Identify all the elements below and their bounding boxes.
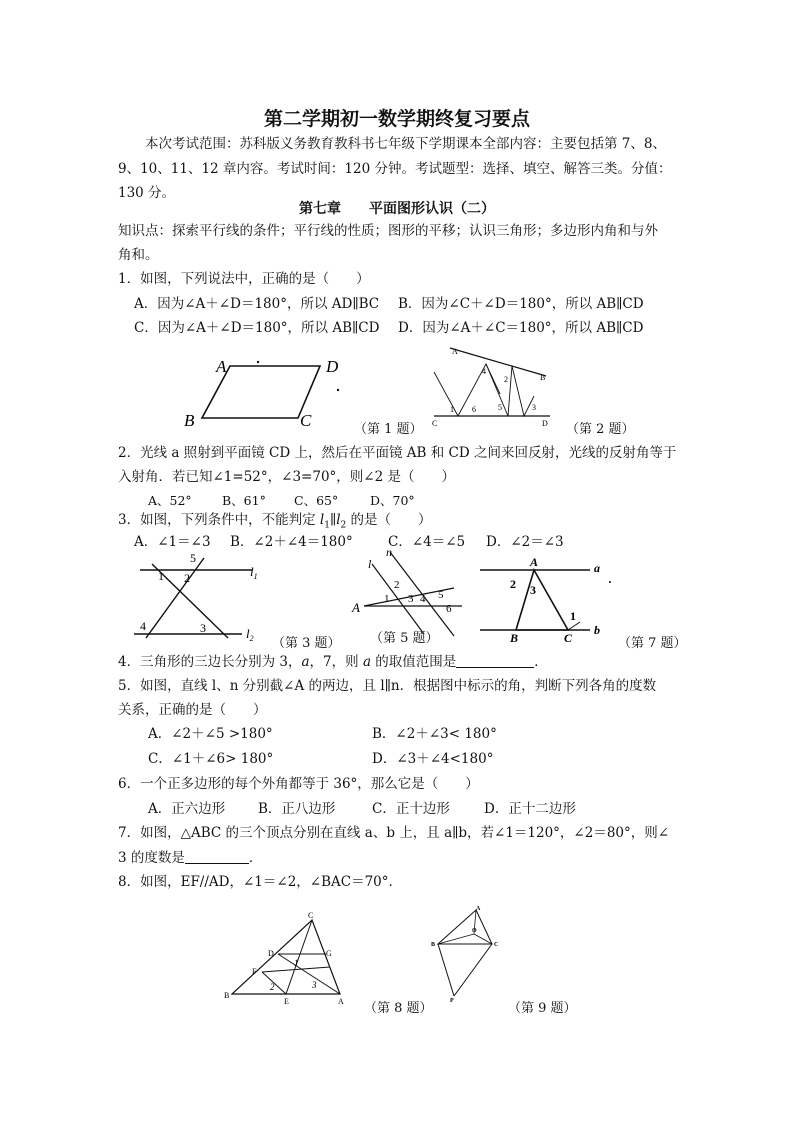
fig1-label-d: D [326,357,339,376]
fig5-label-n: n [386,545,392,559]
fig5-angle-6: 6 [446,603,452,615]
fig5-caption: （第 5 题） [370,631,439,646]
q1-stem: 1．如图，下列说法中，正确的是（ ） [118,271,370,287]
q4-end: ． [534,654,548,670]
q5-option-b: B．∠2＋∠3< 180° [372,726,497,742]
fig3-angle-5: 5 [190,551,196,565]
fig8-label-e: E [284,997,289,1006]
fig2-angle-4: 4 [482,367,486,376]
fig7-label-a-vertex: A [530,555,539,569]
segment-da [278,954,340,994]
q2-option-b: B、61° [222,493,266,508]
fig3-caption: （第 3 题） [272,636,341,651]
fig2-caption: （第 2 题） [566,422,635,437]
fig8-label-a: A [338,997,344,1006]
q4-stem [118,650,548,674]
q1-option-a: A．因为∠A＋∠D＝180°，所以 AD∥BC [134,296,380,312]
q4-mid: ，7，则 [309,654,363,670]
fig3-angle-4: 4 [140,619,146,633]
fig2-angle-2: 2 [504,375,508,384]
fig7-angle-3: 3 [530,583,536,597]
q3-parallel: ∥ [329,512,337,528]
fig5-angle-5: 5 [438,589,444,601]
q3-l2: l [336,512,341,528]
intro-line-2: 9、10、11、12 章内容。考试时间：120 分钟。考试题型：选择、填空、解答三类。分值： [118,161,672,177]
fig1-label-b: B [184,411,195,430]
q4-pre: 4．三角形的三边长分别为 3， [118,654,302,670]
fig8-label-c: C [308,911,314,920]
fig2-label-a: A [452,347,458,356]
dot-mark [609,581,611,583]
fig7-angle-2: 2 [510,577,516,591]
fig3-angle-3: 3 [200,621,206,635]
fig9-label-p: P [450,998,454,1004]
fig7-label-line-a: a [594,561,600,575]
q7-line-2 [118,846,262,870]
q7-answer-blank[interactable] [185,848,249,864]
q3-stem-post: 的是（ ） [346,512,432,528]
fig3-label-l1: $l_1$ [250,564,258,581]
q1-option-d: D．因为∠A＋∠C＝180°，所以 AB∥CD [398,320,644,336]
fig5-angle-3: 3 [408,593,414,605]
fig7-angle-1: 1 [570,609,576,623]
q3-option-a: A．∠1＝∠3 [134,534,211,550]
fig1-label-c: C [300,411,312,430]
fig2-label-d: D [542,419,548,428]
q2-option-a: A、52° [148,493,192,508]
fig5-angle-2: 2 [394,579,400,591]
fig9-label-o: O [472,928,477,934]
figure-7 [476,555,616,645]
figure-1 [180,350,360,432]
figure-8 [222,912,352,1004]
figure-9 [428,906,508,1002]
chapter-name: 平面图形认识（二） [369,201,495,217]
fig9-caption: （第 9 题） [508,1001,577,1016]
q6-stem: 6．一个正多边形的每个外角都等于 36°，那么它是（ ） [118,776,479,792]
q1-option-b: B．因为∠C＋∠D＝180°，所以 AB∥CD [398,296,644,312]
q6-option-d: D．正十二边形 [484,801,576,817]
fig3-angle-2: 2 [184,571,190,585]
segment-bp [438,944,454,996]
q5-line-1: 5．如图，直线 l、n 分别截∠A 的两边，且 l∥n．根据图中标示的角，判断下列各角的度数 [118,678,657,694]
fig5-label-a: A [352,600,360,615]
chapter-number: 第七章 [299,201,341,217]
q4-post: 的取值范围是 [371,654,457,670]
q5-option-a: A．∠2＋∠5 >180° [148,726,273,742]
knowledge-line-2: 角和。 [118,247,159,263]
fig2-angle-3: 3 [532,403,536,412]
fig2-label-b: B [540,373,546,382]
fig8-angle-3: 3 [312,980,317,990]
q4-var-a2: a [362,654,371,670]
fig9-label-a: A [476,906,481,912]
ray-branch [486,364,500,394]
triangle-abc [232,920,340,994]
q8-stem: 8．如图，EF//AD，∠1＝∠2，∠BAC＝70°． [118,874,403,890]
q2-line-1: 2．光线 a 照射到平面镜 CD 上，然后在平面镜 AB 和 CD 之间来回反射，光线的反射角等于 [118,445,677,461]
q5-option-c: C．∠1＋∠6> 180° [148,751,274,767]
intro-line-1: 本次考试范围：苏科版义务教育教科书七年级下学期课本全部内容：主要包括第 7、8、 [145,136,666,152]
fig5-label-l: l [368,557,372,571]
fig8-label-d: D [268,949,274,958]
intro-line-3: 130 分。 [118,185,176,201]
dot-mark [257,361,259,363]
q6-option-a: A．正六边形 [148,801,226,817]
figure-2 [428,344,558,430]
fig7-label-c-vertex: C [564,631,573,645]
q3-l2-sub: 2 [340,520,347,531]
fig8-label-b: B [224,991,230,1000]
line-l [372,564,424,634]
fig5-angle-1: 1 [384,593,390,605]
fig7-label-b-vertex: B [510,631,519,645]
fig8-angle-1: 1 [294,958,299,968]
q7-line-1: 7．如图，△ABC 的三个顶点分别在直线 a、b 上，且 a∥b，若∠1＝120°，∠2＝80°，则∠ [118,825,670,841]
triangle-abc [438,910,492,944]
fig2-angle-5: 5 [498,403,502,412]
fig8-label-g: G [326,949,332,958]
segment-e-d [286,920,312,994]
fig3-label-l2: $l_2$ [246,626,254,643]
q7-line-2-pre: 3 的度数是 [118,850,185,866]
fig2-angle-6: 6 [472,405,476,414]
q2-option-c: C、65° [294,493,339,508]
q2-option-d: D、70° [370,493,415,508]
q7-line-2-end: ． [248,850,263,866]
q3-stem-pre: 3．如图，下列条件中，不能判定 [118,512,320,528]
fig8-label-f: F [252,967,257,976]
fig7-caption: （第 7 题） [618,636,687,651]
fig7-label-line-b: b [594,623,600,637]
segment-cp [454,944,492,996]
fig3-angle-1: 1 [158,569,164,583]
q3-option-b: B．∠2＋∠4＝180° [230,534,353,550]
q3-option-c: C．∠4＝∠5 [388,534,466,550]
dot-mark [337,389,339,391]
q6-option-b: B．正八边形 [258,801,336,817]
q3-l1: l [319,512,325,528]
fig8-caption: （第 8 题） [364,1001,433,1016]
q4-answer-blank[interactable] [456,652,534,668]
fig1-label-a: A [216,357,227,376]
q1-option-c: C．因为∠A＋∠D＝180°，所以 AB∥CD [134,320,380,336]
triangle-abc [516,570,568,630]
q6-option-c: C．正十边形 [372,801,450,817]
q3-option-d: D．∠2＝∠3 [486,534,564,550]
mirror-ab [450,348,546,376]
fig2-label-c: C [432,419,438,428]
fig9-label-c: C [494,942,499,948]
chapter-heading [0,198,794,218]
page-title: 第二学期初一数学期终复习要点 [263,108,530,130]
fig8-angle-2: 2 [270,982,275,992]
q3-l1-sub: 1 [324,520,330,531]
fig9-label-b: B [431,942,436,948]
q4-var-a: a [301,654,310,670]
fig5-angle-4: 4 [420,593,426,605]
figure-3 [130,552,270,642]
extension-c [568,622,580,630]
q2-line-2: 入射角．若已知∠1=52°，∠3=70°，则∠2 是（ ） [118,469,455,485]
fig1-caption: （第 1 题） [354,422,423,437]
fig2-angle-1: 1 [450,405,454,414]
knowledge-line-1: 知识点：探索平行线的条件；平行线的性质；图形的平移；认识三角形；多边形内角和与外 [118,223,658,239]
q5-line-2: 关系，正确的是（ ） [118,702,267,718]
q5-option-d: D．∠3＋∠4<180° [372,751,494,767]
